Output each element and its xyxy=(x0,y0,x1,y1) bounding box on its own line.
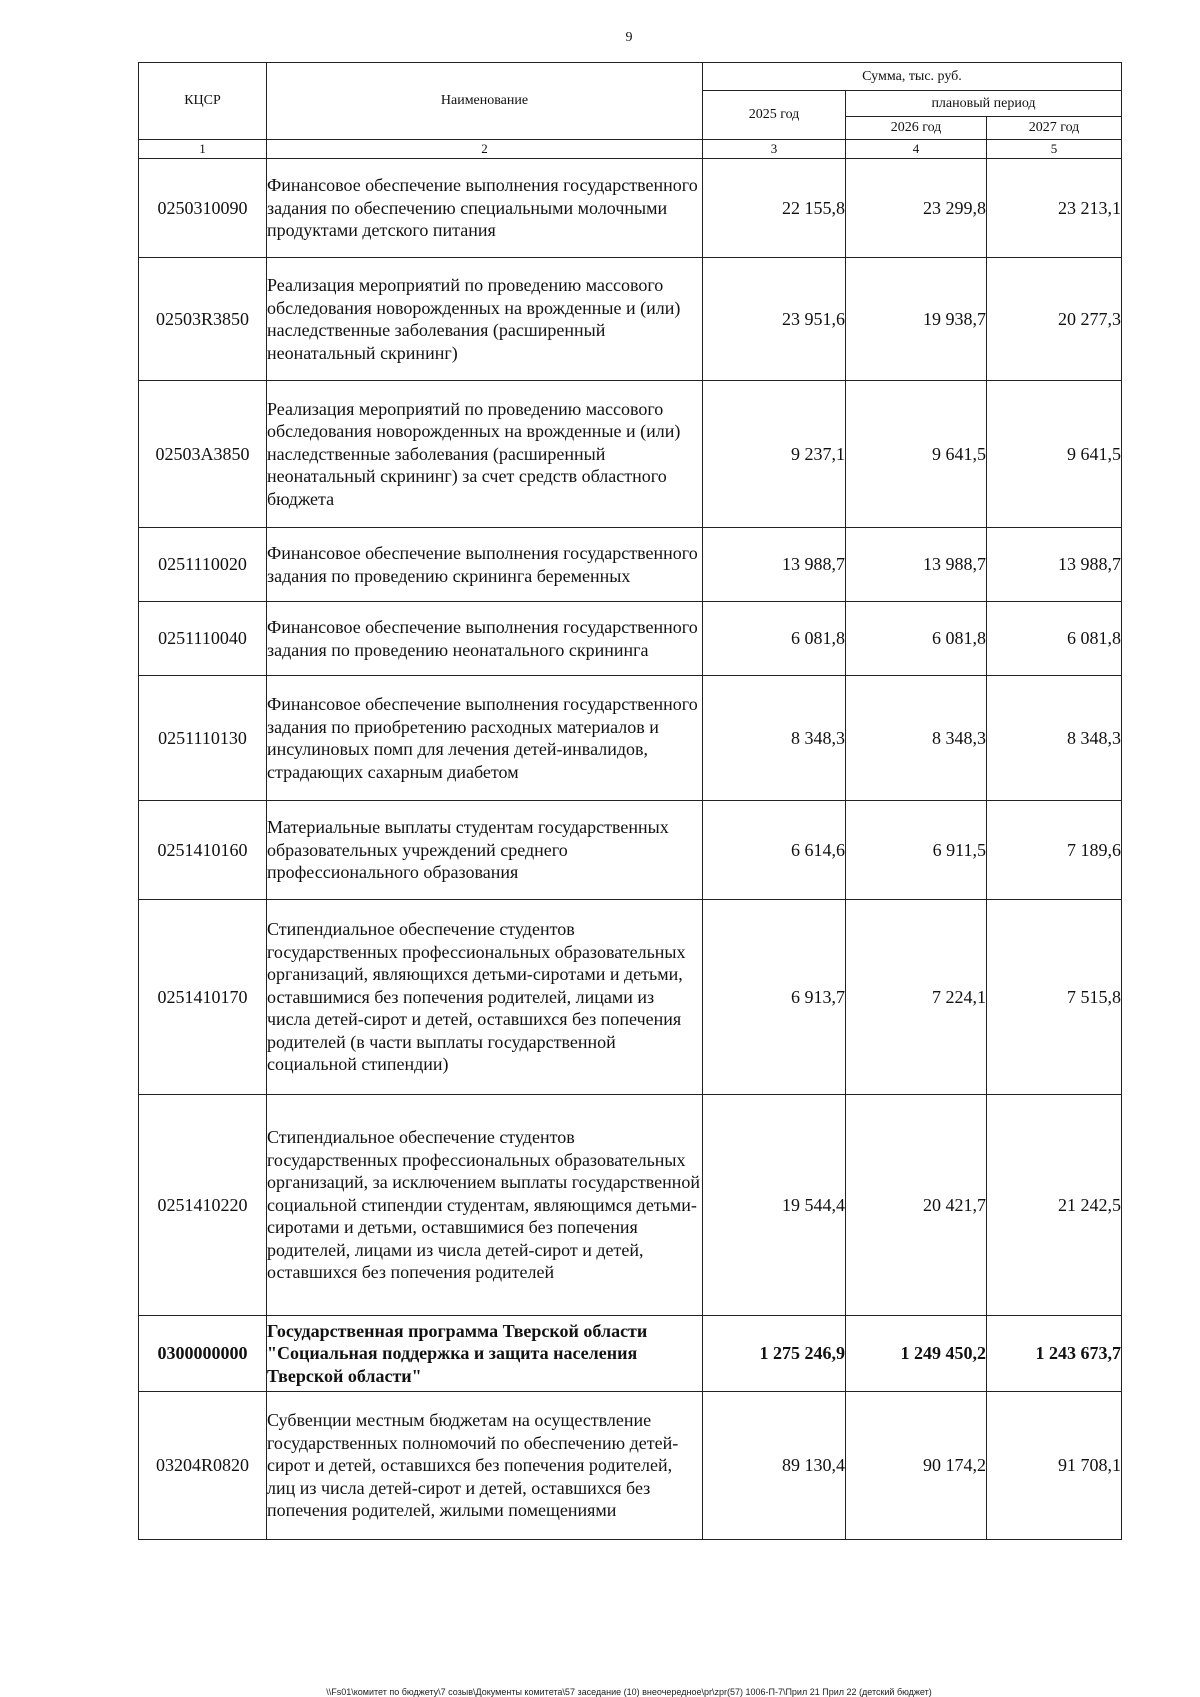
row-code: 02503A3850 xyxy=(139,381,267,528)
row-amount-2025: 89 130,4 xyxy=(703,1392,846,1540)
row-amount-2025: 1 275 246,9 xyxy=(703,1316,846,1392)
row-name: Реализация мероприятий по проведению массового обследования новорожденных на врожденные и (или) наследственные заболевания (расширенный неонатальный скрининг) xyxy=(267,258,703,381)
column-number: 4 xyxy=(846,140,987,159)
row-amount-2027: 6 081,8 xyxy=(987,602,1122,676)
row-amount-2027: 7 515,8 xyxy=(987,900,1122,1095)
row-code: 02503R3850 xyxy=(139,258,267,381)
footer-file-path: \\Fs01\комитет по бюджету\7 созыв\Документы комитета\57 заседание (10) внеочередное\pr\zpr(57) 1006-П-7\Прил 21 Прил 22 (детский бюджет) xyxy=(326,1687,932,1697)
column-number: 2 xyxy=(267,140,703,159)
row-name: Стипендиальное обеспечение студентов государственных профессиональных образовательных организаций, являющихся детьми-сиротами и детьми, оставшимися без попечения родителей, лицами из числа детей-сирот и детей, оставшихся без попечения родителей (в части выплаты государственной социальной стипендии) xyxy=(267,900,703,1095)
row-code: 0251410170 xyxy=(139,900,267,1095)
row-amount-2025: 6 913,7 xyxy=(703,900,846,1095)
budget-table xyxy=(138,62,1122,1540)
header-year-2025: 2025 год xyxy=(703,91,846,140)
row-amount-2025: 13 988,7 xyxy=(703,528,846,602)
row-amount-2026: 7 224,1 xyxy=(846,900,987,1095)
row-amount-2026: 20 421,7 xyxy=(846,1095,987,1316)
row-amount-2027: 8 348,3 xyxy=(987,676,1122,801)
column-number: 5 xyxy=(987,140,1122,159)
row-name: Финансовое обеспечение выполнения государственного задания по приобретению расходных материалов и инсулиновых помп для лечения детей-инвалидов, страдающих сахарным диабетом xyxy=(267,676,703,801)
column-number: 3 xyxy=(703,140,846,159)
row-amount-2025: 6 081,8 xyxy=(703,602,846,676)
table-row xyxy=(139,900,1122,1095)
row-amount-2027: 13 988,7 xyxy=(987,528,1122,602)
row-amount-2027: 7 189,6 xyxy=(987,801,1122,900)
table-row xyxy=(139,1392,1122,1540)
row-amount-2026: 23 299,8 xyxy=(846,159,987,258)
row-code: 0251410160 xyxy=(139,801,267,900)
row-amount-2026: 19 938,7 xyxy=(846,258,987,381)
row-amount-2025: 9 237,1 xyxy=(703,381,846,528)
row-amount-2027: 23 213,1 xyxy=(987,159,1122,258)
row-code: 0300000000 xyxy=(139,1316,267,1392)
table-header xyxy=(139,63,1122,159)
page-number: 9 xyxy=(625,30,633,45)
table-row xyxy=(139,1095,1122,1316)
row-amount-2026: 13 988,7 xyxy=(846,528,987,602)
row-amount-2025: 6 614,6 xyxy=(703,801,846,900)
row-name: Стипендиальное обеспечение студентов государственных профессиональных образовательных организаций, за исключением выплаты государственной социальной стипендии студентам, являющимся детьми-сиротами и детьми, оставшимися без попечения родителей, лицами из числа детей-сирот и детей, оставшихся без попечения родителей xyxy=(267,1095,703,1316)
table-row-program-total xyxy=(139,1316,1122,1392)
table-row xyxy=(139,258,1122,381)
row-amount-2027: 91 708,1 xyxy=(987,1392,1122,1540)
header-year-2027: 2027 год xyxy=(987,117,1122,140)
row-code: 0251110130 xyxy=(139,676,267,801)
row-amount-2026: 6 911,5 xyxy=(846,801,987,900)
row-code: 0251110020 xyxy=(139,528,267,602)
row-amount-2026: 90 174,2 xyxy=(846,1392,987,1540)
row-name: Реализация мероприятий по проведению массового обследования новорожденных на врожденные и (или) наследственные заболевания (расширенный неонатальный скрининг) за счет средств областного бюджета xyxy=(267,381,703,528)
row-amount-2026: 9 641,5 xyxy=(846,381,987,528)
table-row xyxy=(139,801,1122,900)
row-code: 0250310090 xyxy=(139,159,267,258)
row-code: 0251110040 xyxy=(139,602,267,676)
row-amount-2027: 1 243 673,7 xyxy=(987,1316,1122,1392)
row-name: Финансовое обеспечение выполнения государственного задания по проведению неонатального скрининга xyxy=(267,602,703,676)
table-row xyxy=(139,381,1122,528)
row-amount-2025: 23 951,6 xyxy=(703,258,846,381)
row-amount-2025: 22 155,8 xyxy=(703,159,846,258)
table-body xyxy=(139,159,1122,1540)
row-code: 03204R0820 xyxy=(139,1392,267,1540)
header-sum: Сумма, тыс. руб. xyxy=(703,63,1122,91)
table-row xyxy=(139,528,1122,602)
row-name: Материальные выплаты студентам государственных образовательных учреждений среднего профессионального образования xyxy=(267,801,703,900)
row-amount-2025: 19 544,4 xyxy=(703,1095,846,1316)
row-amount-2025: 8 348,3 xyxy=(703,676,846,801)
row-name: Государственная программа Тверской области "Социальная поддержка и защита населения Тверской области" xyxy=(267,1316,703,1392)
header-name: Наименование xyxy=(267,63,703,140)
table-row xyxy=(139,676,1122,801)
header-planned-period: плановый период xyxy=(846,91,1122,117)
row-amount-2026: 8 348,3 xyxy=(846,676,987,801)
table-row xyxy=(139,602,1122,676)
column-number: 1 xyxy=(139,140,267,159)
table-row xyxy=(139,159,1122,258)
row-amount-2027: 9 641,5 xyxy=(987,381,1122,528)
header-year-2026: 2026 год xyxy=(846,117,987,140)
row-amount-2027: 21 242,5 xyxy=(987,1095,1122,1316)
header-kcsr: КЦСР xyxy=(139,63,267,140)
row-amount-2027: 20 277,3 xyxy=(987,258,1122,381)
row-name: Субвенции местным бюджетам на осуществление государственных полномочий по обеспечению детей-сирот и детей, оставшихся без попечения родителей, лиц из числа детей-сирот и детей, оставшихся без попечения родителей, жилыми помещениями xyxy=(267,1392,703,1540)
row-name: Финансовое обеспечение выполнения государственного задания по проведению скрининга беременных xyxy=(267,528,703,602)
row-code: 0251410220 xyxy=(139,1095,267,1316)
row-amount-2026: 6 081,8 xyxy=(846,602,987,676)
row-name: Финансовое обеспечение выполнения государственного задания по обеспечению специальными молочными продуктами детского питания xyxy=(267,159,703,258)
row-amount-2026: 1 249 450,2 xyxy=(846,1316,987,1392)
